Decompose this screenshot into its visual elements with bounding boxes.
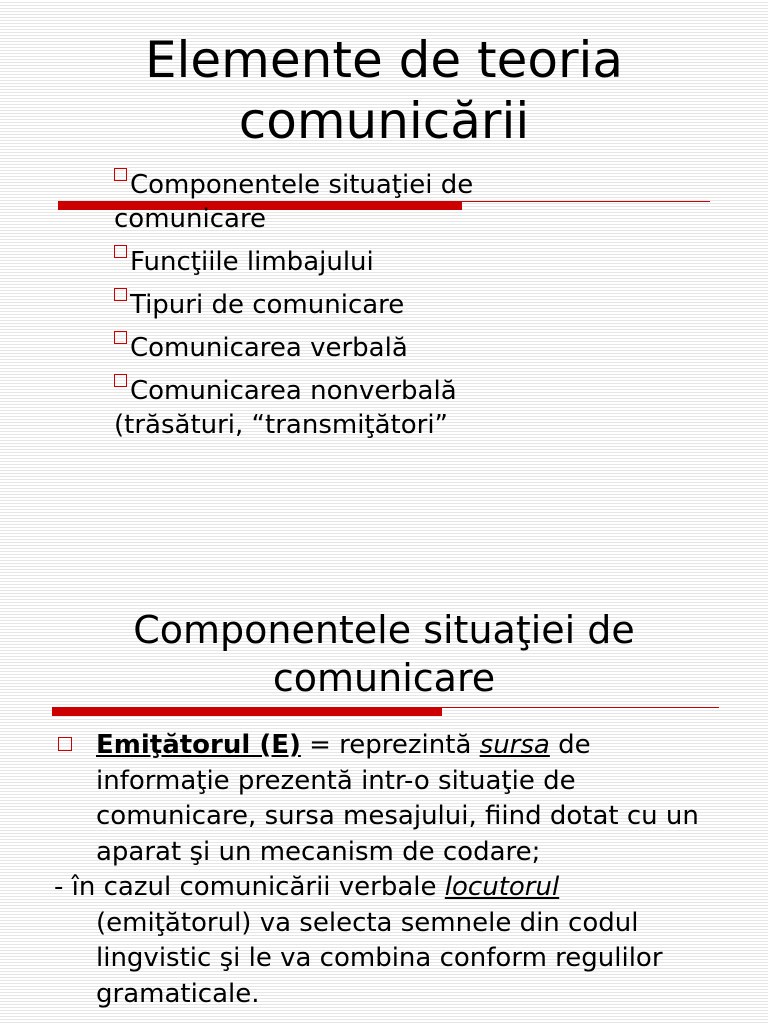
locutor-term: locutorul (444, 872, 560, 902)
emitter-definition (0, 728, 768, 870)
square-bullet-icon (58, 737, 72, 751)
toc-item-types (114, 288, 734, 322)
locutor-note (0, 870, 768, 1012)
toc-item-text-continued: (trăsături, “transmiţători” (114, 410, 449, 440)
locutor-rest: (emiţătorul) va selecta semnele din codul lingvistic şi le va combina conform regulilor gramaticale. (96, 907, 663, 1009)
toc-list (114, 168, 734, 451)
source-word: sursa (479, 730, 550, 760)
toc-item-text: Comunicarea nonverbală (130, 376, 457, 406)
toc-item-text: Componentele situaţiei de (130, 170, 474, 200)
slide-2-title-line-1: Componentele situaţiei de (133, 608, 635, 652)
toc-item-text: Tipuri de comunicare (130, 290, 405, 320)
square-bullet-icon (114, 168, 127, 181)
slide-1-title-line-1: Elemente de teoria (144, 31, 624, 89)
toc-item-nonverbal (114, 374, 734, 442)
slide-2-title-line-2: comunicare (272, 656, 496, 700)
toc-item-text: Comunicarea verbală (130, 333, 408, 363)
toc-item-verbal (114, 331, 734, 365)
emitter-equals: = reprezintă (300, 730, 480, 760)
emitter-term: Emiţătorul (E) (96, 730, 301, 760)
slide-1-title-line-2: comunicării (238, 92, 530, 150)
square-bullet-icon (114, 288, 127, 301)
title-rule-thick (52, 707, 442, 716)
slide-2-title (0, 606, 768, 702)
toc-item-components (114, 168, 734, 236)
toc-item-functions (114, 245, 734, 279)
slide-2-body (0, 728, 768, 1012)
square-bullet-icon (114, 331, 127, 344)
locutor-prefix: - în cazul comunicării verbale (54, 872, 445, 902)
square-bullet-icon (114, 245, 127, 258)
square-bullet-icon (114, 374, 127, 387)
toc-item-text: Funcţiile limbajului (130, 247, 374, 277)
toc-item-text-continued: comunicare (114, 204, 267, 234)
slide-2 (0, 560, 768, 1024)
slide-1-title (0, 30, 768, 152)
emitter-rest: de informaţie prezentă intr-o situaţie de comunicare, sursa mesajului, fiind dotat cu un aparat şi un mecanism de codare; (96, 730, 699, 867)
